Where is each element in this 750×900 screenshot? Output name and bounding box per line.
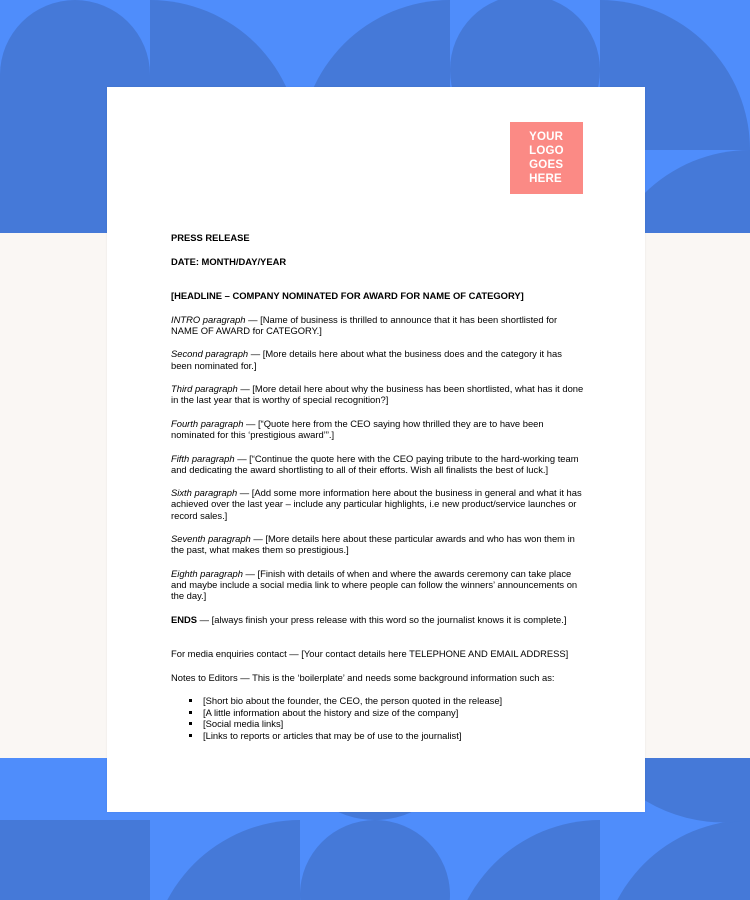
eighth-paragraph (171, 568, 585, 602)
ends-text: — [always finish your press release with this word so the journalist knows it is complete.] (197, 613, 567, 625)
sixth-paragraph (171, 487, 585, 521)
ends-label: ENDS (171, 613, 198, 625)
doc-label: PRESS RELEASE (171, 232, 250, 243)
doc-date: DATE: MONTH/DAY/YEAR (171, 255, 287, 267)
paragraph-label: Seventh paragraph (171, 533, 251, 545)
fifth-paragraph (171, 453, 585, 475)
list-item: [A little information about the history and size of the company] (203, 707, 585, 719)
paragraph-text: — [Name of business is thrilled to announce that it has been shortlisted for NAME OF AWARD for CATEGORY.] (171, 313, 558, 336)
third-paragraph (171, 383, 585, 405)
paragraph-text: — [More details here about what the business does and the category it has been nominated for.] (171, 348, 562, 371)
notes-intro: Notes to Editors — This is the ‘boilerplate’ and needs some background information such as: (171, 671, 555, 683)
paragraph-text: — [More detail here about why the business has been shortlisted, what has it done in the last year that is worthy of special recognition?] (171, 383, 584, 406)
notes-list (171, 695, 585, 741)
paragraph-label: Second paragraph (171, 348, 249, 360)
paragraph-label: Third paragraph (171, 383, 238, 395)
paragraph-label: Eighth paragraph (171, 567, 243, 579)
ends-paragraph (171, 614, 585, 625)
paragraph-text: — [More details here about these particular awards and who has won them in the past, what makes them so prestigious.] (171, 533, 575, 556)
press-release-body (171, 232, 585, 741)
logo-text: YOUR LOGO GOES HERE (529, 131, 564, 185)
document-page (107, 87, 645, 812)
paragraph-label: Fifth paragraph (171, 452, 235, 464)
paragraph-label: INTRO paragraph (171, 313, 246, 325)
paragraph-label: Sixth paragraph (171, 487, 238, 499)
list-item: [Links to reports or articles that may be of use to the journalist] (203, 730, 585, 742)
doc-headline: [HEADLINE – COMPANY NOMINATED FOR AWARD FOR NAME OF CATEGORY] (171, 290, 524, 302)
second-paragraph (171, 348, 585, 370)
logo-placeholder (510, 122, 583, 194)
paragraph-text: — [“Quote here from the CEO saying how thrilled they are to have been nominated for this ‘prestigious award’”.] (171, 417, 544, 441)
list-item: [Social media links] (203, 718, 585, 730)
paragraph-text: — [Finish with details of when and where the awards ceremony can take place and maybe include a social media link to where people can follow the winners’ announcements on the day.] (171, 567, 578, 602)
intro-paragraph (171, 314, 585, 336)
paragraph-text: — [Add some more information here about the business in general and what it has achieved over the last year – include any particular highlights, i.e new product/service launches or record sales.] (171, 487, 582, 521)
seventh-paragraph (171, 533, 585, 555)
paragraph-text: — [“Continue the quote here with the CEO paying tribute to the hard-working team and dedicating the award shortlisting to all of their efforts. Wish all finalists the best of luck.] (171, 452, 579, 475)
media-contact: For media enquiries contact — [Your contact details here TELEPHONE AND EMAIL ADDRESS] (171, 648, 569, 660)
list-item: [Short bio about the founder, the CEO, the person quoted in the release] (203, 695, 585, 707)
fourth-paragraph (171, 418, 585, 440)
paragraph-label: Fourth paragraph (171, 417, 244, 429)
